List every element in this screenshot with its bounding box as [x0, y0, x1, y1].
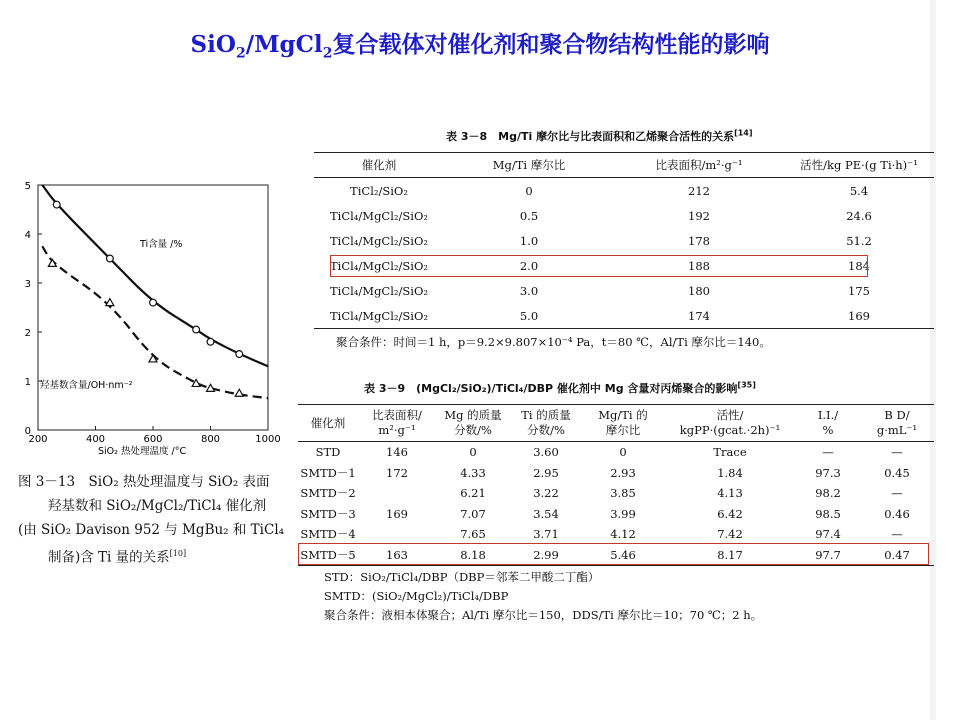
table39-row — [298, 483, 934, 504]
table39-header-line1: Mg 的质量 — [444, 408, 502, 422]
x-tick-label: 1000 — [255, 434, 281, 445]
temperature-chart — [0, 170, 300, 470]
table39-highlight-box — [298, 543, 929, 565]
table38-cell: TiCl₂/SiO₂ — [350, 183, 408, 198]
table38-cell: 3.0 — [519, 283, 539, 298]
table39-cell — [358, 483, 436, 504]
table38-cell: 180 — [688, 283, 710, 298]
series-label-oh: 羟基数含量/OH·nm⁻² — [40, 380, 133, 391]
table38-row — [314, 228, 934, 253]
table38-cell: TiCl₄/MgCl₂/SiO₂ — [329, 258, 428, 273]
table39-caption-text: 表 3－9 (MgCl₂/SiO₂)/TiCl₄/DBP 催化剂中 Mg 含量对丙烯聚合的影响 — [364, 382, 738, 395]
table39-cell: 3.22 — [533, 486, 559, 501]
table39-header-line2: % — [822, 423, 834, 437]
table39-cell: — — [891, 445, 903, 460]
table39-header-line1: 比表面积/ — [372, 408, 422, 422]
table38-cell: 0.5 — [519, 208, 539, 223]
y-tick-label: 4 — [24, 230, 31, 241]
table39-header-cell — [298, 405, 358, 442]
note-2: SMTD：(SiO₂/MgCl₂)/TiCl₄/DBP — [324, 589, 509, 603]
table38-caption-text: 表 3－8 Mg/Ti 摩尔比与比表面积和乙烯聚合活性的关系 — [446, 130, 735, 143]
table39-cell: 163 — [358, 545, 436, 566]
table38-caption — [446, 128, 753, 144]
table39-cell: 3.54 — [533, 506, 559, 521]
data-point-circle — [193, 326, 200, 333]
table38-cell: 174 — [614, 303, 784, 329]
table39-cell: 4.13 — [717, 486, 743, 501]
table38-row — [314, 278, 934, 303]
table39-cell: 8.17 — [664, 545, 796, 566]
x-tick-label: 400 — [85, 434, 106, 445]
table39-cell: — — [822, 445, 834, 460]
table38-body — [314, 178, 934, 329]
table39-cell: 8.18 — [436, 545, 510, 566]
caption-line-3: (由 SiO₂ Davison 952 与 MgBu₂ 和 TiCl₄ — [18, 522, 285, 538]
table39-header-line2: 分数/% — [527, 423, 565, 437]
data-point-circle — [53, 201, 60, 208]
title-sub1: 2 — [235, 45, 246, 62]
table39-cell: 0 — [469, 445, 477, 460]
table38-header-cell: 活性/kg PE·(g Ti·h)⁻¹ — [784, 153, 934, 178]
table39-cell: 5.46 — [582, 545, 664, 566]
y-tick-label: 1 — [24, 377, 31, 388]
table39-row — [298, 442, 934, 463]
table39-cell: 6.21 — [460, 486, 486, 501]
table39-cell: 0.46 — [884, 506, 910, 521]
table39-header-cell — [358, 405, 436, 442]
table39-cell: 6.42 — [717, 506, 743, 521]
chart-series — [42, 185, 268, 398]
table39-row — [298, 524, 934, 545]
table39-header-line1: B D/ — [884, 408, 910, 422]
table39-header-cell — [664, 405, 796, 442]
table39-header-line1: I.I./ — [817, 408, 839, 422]
table39-cell: SMTD－1 — [300, 465, 356, 480]
slide-title — [0, 26, 960, 62]
table38-cell: 24.6 — [846, 208, 872, 223]
table39-cell: — — [891, 527, 903, 542]
table39-header-cell — [510, 405, 582, 442]
table39-cell: SMTD－2 — [300, 486, 356, 501]
table39-cell: 98.5 — [815, 506, 841, 521]
table39-cell — [358, 524, 436, 545]
data-point-circle — [150, 299, 157, 306]
table39-header-cell — [582, 405, 664, 442]
table39-cell: — — [891, 486, 903, 501]
table39-header-cell — [436, 405, 510, 442]
table38-cell: 169 — [784, 303, 934, 329]
table39-cell: 98.2 — [815, 486, 841, 501]
caption-line-4-text: 制备)含 Ti 量的关系 — [48, 549, 170, 566]
table39-header-line1: Ti 的质量 — [521, 408, 571, 422]
table38-header-row — [314, 153, 934, 178]
series-curve-1 — [42, 246, 268, 398]
x-tick-label: 600 — [143, 434, 163, 445]
y-tick-label: 3 — [24, 279, 31, 290]
table39-header-line2: m²·g⁻¹ — [378, 423, 416, 437]
table38-highlight-box — [330, 255, 868, 277]
table38-cell: 175 — [848, 283, 870, 298]
table38-row — [314, 303, 934, 329]
table39-cell: 3.71 — [533, 527, 559, 542]
table39-row — [298, 463, 934, 484]
x-tick-label: 200 — [28, 434, 48, 445]
table39-caption-ref: [35] — [737, 380, 756, 390]
series-label-ti: Ti含量 /% — [140, 239, 183, 250]
table39-cell: 1.84 — [717, 465, 743, 480]
title-sub2: 2 — [322, 45, 333, 62]
table38-cell: TiCl₄/MgCl₂/SiO₂ — [329, 208, 428, 223]
table38-conditions: 聚合条件：时间＝1 h，p＝9.2×9.807×10⁻⁴ Pa，t＝80 ℃，Al/Ti 摩尔比＝140。 — [336, 335, 771, 349]
table39-cell: 172 — [386, 465, 408, 480]
note-1: STD：SiO₂/TiCl₄/DBP（DBP＝邻苯二甲酸二丁酯） — [324, 570, 600, 584]
table38-header-cell: Mg/Ti 摩尔比 — [444, 153, 614, 178]
title-part3: 复合载体对催化剂和聚合物结构性能的影响 — [332, 32, 770, 58]
chart-ticks — [25, 181, 281, 445]
table38-cell: 5.4 — [849, 183, 869, 198]
y-tick-label: 5 — [24, 181, 31, 192]
title-part1: SiO — [190, 31, 236, 58]
table39-cell: 4.12 — [610, 527, 636, 542]
data-point-circle — [236, 351, 243, 358]
table39-cell: SMTD－3 — [300, 506, 356, 521]
table39-cell: 7.65 — [460, 527, 486, 542]
caption-line-4 — [18, 542, 300, 570]
table39-cell: 0.47 — [860, 545, 934, 566]
series-curve-0 — [42, 185, 268, 366]
table39-cell: 4.33 — [460, 465, 486, 480]
table39-cell: 97.4 — [815, 527, 841, 542]
table38-cell: 5.0 — [444, 303, 614, 329]
title-part2: /MgCl — [245, 31, 323, 58]
y-tick-label: 0 — [24, 426, 31, 437]
table39-cell: 3.60 — [533, 445, 559, 460]
table39-header-line1: 活性/ — [716, 408, 744, 422]
data-point-circle — [207, 338, 214, 345]
table39-cell: 2.93 — [610, 465, 636, 480]
table39-header-line1: 催化剂 — [310, 415, 346, 430]
table38-header-cell: 催化剂 — [314, 153, 444, 178]
table39-header-cell — [860, 405, 934, 442]
table38-cell: TiCl₄/MgCl₂/SiO₂ — [329, 233, 428, 248]
table39-cell: Trace — [713, 445, 747, 460]
caption-ref: [10] — [169, 549, 187, 558]
table39-row — [298, 504, 934, 525]
table39-notes — [324, 568, 762, 625]
table39-header-line2: 分数/% — [454, 423, 492, 437]
table38-row — [314, 203, 934, 228]
table39-cell: 169 — [386, 506, 408, 521]
table39-cell: 2.99 — [510, 545, 582, 566]
table39-cell: 0 — [619, 445, 627, 460]
table38-cell: 212 — [688, 183, 710, 198]
table39-header-line2: kgPP·(gcat.·2h)⁻¹ — [679, 423, 781, 437]
table39-cell: 97.7 — [796, 545, 860, 566]
table38-cell: TiCl₄/MgCl₂/SiO₂ — [329, 283, 428, 298]
table39-cell: 3.99 — [610, 506, 636, 521]
table38-cell: 51.2 — [846, 233, 872, 248]
table39-cell: SMTD－4 — [300, 527, 356, 542]
table38-cell: TiCl₄/MgCl₂/SiO₂ — [314, 303, 444, 329]
x-tick-label: 800 — [200, 434, 221, 445]
table39-cell: 97.3 — [815, 465, 841, 480]
x-axis-label: SiO₂ 热处理温度 /°C — [98, 446, 187, 457]
table38-cell: 0 — [525, 183, 533, 198]
table38-cell: 1.0 — [519, 233, 539, 248]
table38-cell: 192 — [688, 208, 710, 223]
data-point-triangle — [106, 299, 114, 306]
table39-cell: 7.42 — [717, 527, 743, 542]
table39 — [298, 404, 934, 566]
table39-cell: 146 — [386, 445, 408, 460]
slide-edge-shadow — [930, 0, 936, 720]
table38-header-cell: 比表面积/m²·g⁻¹ — [614, 153, 784, 178]
table38-caption-ref: [14] — [734, 128, 753, 138]
table38-cell: 178 — [688, 233, 710, 248]
table39-header-line1: Mg/Ti 的 — [598, 408, 648, 422]
table39-cell: 3.85 — [610, 486, 636, 501]
table39-cell: 7.07 — [460, 506, 486, 521]
table38 — [314, 152, 934, 329]
table39-header-row — [298, 405, 934, 442]
note-3: 聚合条件：液相本体聚合；Al/Ti 摩尔比＝150，DDS/Ti 摩尔比＝10；70 ℃；2 h。 — [324, 608, 763, 622]
table39-cell: SMTD－5 — [298, 545, 358, 566]
figure-caption — [18, 470, 300, 570]
data-point-triangle — [235, 389, 243, 396]
table39-caption — [364, 380, 756, 396]
caption-line-1: 图 3－13 SiO₂ 热处理温度与 SiO₂ 表面 — [18, 474, 270, 490]
table39-cell: 2.95 — [533, 465, 559, 480]
table38-row — [314, 178, 934, 204]
table39-header-line2: 摩尔比 — [605, 423, 641, 437]
table39-header-line2: g·mL⁻¹ — [876, 423, 918, 437]
table38-cell: 188 — [688, 258, 710, 273]
table38-cell: 2.0 — [519, 258, 539, 273]
table38-cell: 184 — [848, 258, 870, 273]
table39-cell: STD — [315, 445, 341, 460]
table39-cell: 0.45 — [884, 465, 910, 480]
data-point-circle — [106, 255, 113, 262]
y-tick-label: 2 — [24, 328, 31, 339]
table39-header-cell — [796, 405, 860, 442]
caption-line-2: 羟基数和 SiO₂/MgCl₂/TiCl₄ 催化剂 — [48, 498, 267, 514]
